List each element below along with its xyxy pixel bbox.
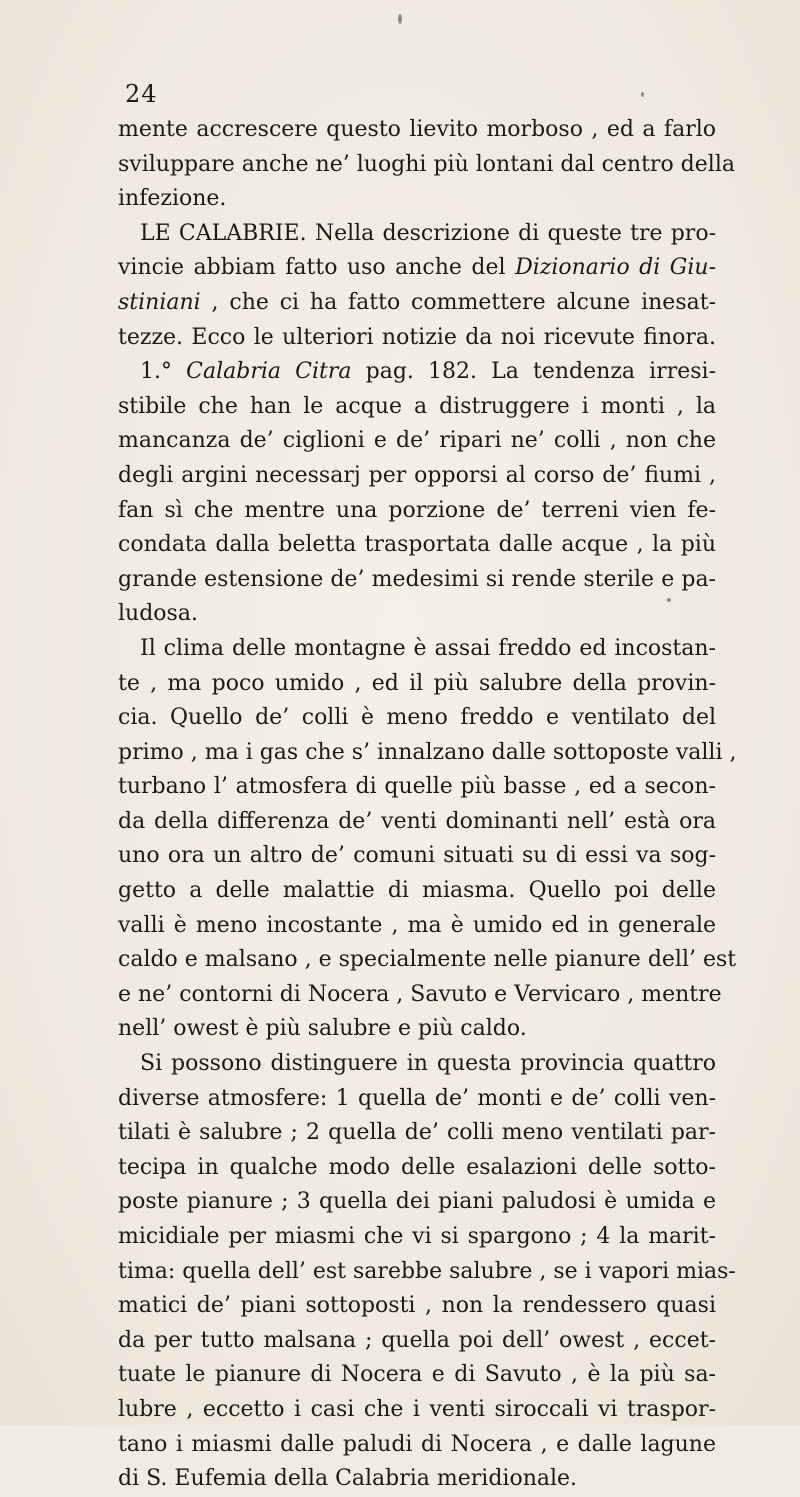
paper-speck <box>398 14 402 24</box>
text-line: infezione. <box>118 186 227 212</box>
text-line: LE CALABRIE. Nella descrizione di queste tre pro- <box>140 220 716 246</box>
text-line: matici de’ piani sottoposti , non la rendessero quasi <box>118 1293 716 1319</box>
paper-speck <box>641 92 644 97</box>
text-line: da della differenza de’ venti dominanti nell’ està ora <box>118 808 716 834</box>
text-line: di S. Eufemia della Calabria meridionale. <box>118 1466 578 1492</box>
text-line: stibile che han le acque a distruggere i monti , la <box>118 393 716 419</box>
text-line: condata dalla beletta trasportata dalle acque , la più <box>118 532 716 558</box>
text-line: valli è meno incostante , ma è umido ed in generale <box>118 912 716 938</box>
text-line: mancanza de’ ciglioni e de’ ripari ne’ colli , non che <box>118 428 716 454</box>
text-line: nell’ owest è più salubre e più caldo. <box>118 1016 527 1042</box>
text-line: caldo e malsano , e specialmente nelle pianure dell’ est <box>118 947 737 973</box>
text-line: tezze. Ecco le ulteriori notizie da noi ricevute finora. <box>118 324 716 350</box>
page-number: 24 <box>125 80 158 108</box>
body-text <box>118 113 737 1497</box>
text-line: tano i miasmi dalle paludi di Nocera , e dalle lagune <box>118 1431 716 1457</box>
italic-title: Dizionario di Giu- <box>515 255 716 281</box>
text-line: te , ma poco umido , ed il più salubre della provin- <box>118 670 716 696</box>
text-line: tecipa in qualche modo delle esalazioni delle sotto- <box>118 1154 716 1180</box>
text-line: turbano l’ atmosfera di quelle più basse , ed a secon- <box>118 774 716 800</box>
text-line: primo , ma i gas che s’ innalzano dalle sottoposte valli , <box>118 739 737 765</box>
italic-title: stiniani <box>118 289 201 315</box>
text-line: cia. Quello de’ colli è meno freddo e ventilato del <box>118 705 716 731</box>
text-line: stiniani , che ci ha fatto commettere alcune inesat- <box>118 289 716 315</box>
text-line: e ne’ contorni di Nocera , Savuto e Vervicaro , mentre <box>118 981 722 1007</box>
text-line: Si possono distinguere in questa provincia quattro <box>140 1051 716 1077</box>
text-line: micidiale per miasmi che vi si spargono ; 4 la marit- <box>118 1224 716 1249</box>
italic-title: Calabria Citra <box>186 359 352 385</box>
text-line: tilati è salubre ; 2 quella de’ colli meno ventilati par- <box>118 1120 716 1146</box>
text-line: getto a delle malattie di miasma. Quello poi delle <box>118 878 716 904</box>
text-line: lubre , eccetto i casi che i venti siroccali vi traspor- <box>118 1396 716 1422</box>
text-line: degli argini necessarj per opporsi al corso de’ fiumi , <box>118 462 716 488</box>
paper-speck <box>667 598 671 602</box>
text-line: da per tutto malsana ; quella poi dell’ owest , eccet- <box>118 1327 716 1353</box>
text-line: tuate le pianure di Nocera e di Savuto , è la più sa- <box>118 1362 716 1388</box>
text-line: grande estensione de’ medesimi si rende sterile e pa- <box>118 566 716 592</box>
text-line: vincie abbiam fatto uso anche del Dizionario di Giu- <box>118 255 716 281</box>
text-line: 1.° Calabria Citra pag. 182. La tendenza irresi- <box>140 359 717 385</box>
text-line: sviluppare anche ne’ luoghi più lontani dal centro della <box>118 151 735 177</box>
text-line: mente accrescere questo lievito morboso , ed a farlo <box>118 117 716 142</box>
text-line: diverse atmosfere: 1 quella de’ monti e de’ colli ven- <box>118 1085 716 1111</box>
text-line: Il clima delle montagne è assai freddo ed incostan- <box>140 635 716 661</box>
text-line: poste pianure ; 3 quella dei piani paludosi è umida e <box>118 1189 716 1215</box>
text-line: ludosa. <box>118 601 198 627</box>
text-line: fan sì che mentre una porzione de’ terreni vien fe- <box>118 497 716 523</box>
text-line: uno ora un altro de’ comuni situati su di essi va sog- <box>118 843 716 869</box>
text-line: tima: quella dell’ est sarebbe salubre , se i vapori mias- <box>118 1258 736 1284</box>
